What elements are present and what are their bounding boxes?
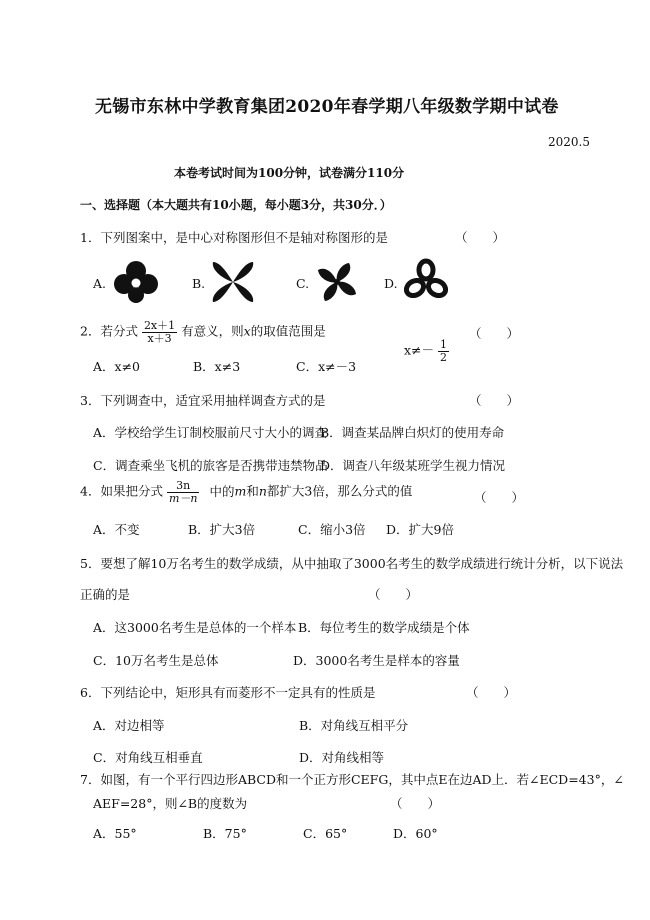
- option-d-prefix: x≠－: [404, 342, 435, 358]
- option-d: D．扩大9倍: [386, 522, 454, 537]
- option-b: B．对角线互相平分: [299, 718, 409, 733]
- question-4-suffix: 都扩大3倍，那么分式的值: [266, 483, 413, 499]
- fraction-denominator: m－n: [168, 491, 198, 505]
- option-label-d: D.: [384, 276, 398, 291]
- option-label-c: C.: [296, 276, 310, 291]
- variable-n: n: [258, 483, 267, 499]
- question-4-prefix: 4．如果把分式: [80, 483, 163, 499]
- option-c: C．缩小3倍: [298, 522, 366, 537]
- answer-paren: （ ）: [469, 326, 520, 341]
- question-1-stem: 1．下列图案中，是中心对称图形但不是轴对称图形的是: [80, 230, 388, 245]
- pinwheel-swirl-icon: [314, 259, 360, 305]
- exam-date: 2020.5: [548, 135, 590, 149]
- option-b: B．75°: [203, 826, 247, 841]
- option-b: B．x≠3: [193, 359, 241, 374]
- fraction-denominator: x＋3: [147, 331, 172, 345]
- four-petal-x-icon: [210, 259, 256, 305]
- answer-paren: （ ）: [368, 587, 419, 602]
- option-label-b: B.: [192, 276, 206, 291]
- option-d: [404, 339, 449, 363]
- option-d: D．调查八年级某班学生视力情况: [320, 458, 506, 473]
- answer-paren: （ ）: [474, 490, 525, 505]
- question-4-mid-b: 和: [246, 483, 259, 499]
- section-heading: 一、选择题（本大题共有10小题，每小题3分，共30分．）: [80, 198, 392, 212]
- option-a: A．这3000名考生是总体的一个样本: [93, 620, 297, 635]
- option-a: A．学校给学生订制校服前尺寸大小的调查: [93, 425, 328, 440]
- option-label-a: A.: [93, 276, 107, 291]
- option-b: B．调查某品牌白炽灯的使用寿命: [320, 425, 505, 440]
- fraction: [142, 320, 177, 344]
- question-7-stem-cont: AEF=28°，则∠B的度数为: [93, 796, 248, 811]
- option-a: A．对边相等: [93, 718, 165, 733]
- answer-paren: （ ）: [390, 796, 441, 811]
- option-d-fraction: [438, 339, 449, 363]
- option-d: D．60°: [393, 826, 438, 841]
- variable-m: m: [234, 483, 247, 499]
- question-2-suffix-b: 的取值范围是: [250, 323, 326, 339]
- answer-paren: （ ）: [455, 230, 506, 245]
- fraction: [167, 480, 200, 504]
- option-c: C．对角线互相垂直: [93, 750, 203, 765]
- fraction-numerator: 2x＋1: [143, 319, 176, 332]
- exam-info: 本卷考试时间为100分钟，试卷满分110分: [174, 166, 405, 180]
- option-c: C．65°: [303, 826, 348, 841]
- question-2-prefix: 2．若分式: [80, 323, 138, 339]
- question-4-stem: [80, 480, 412, 504]
- option-c: C．x≠－3: [296, 359, 357, 374]
- question-5-stem: 5．要想了解10万名考生的数学成绩，从中抽取了3000名考生的数学成绩进行统计分析，以下说法: [80, 556, 624, 571]
- option-c: C．10万名考生是总体: [93, 653, 219, 668]
- fraction-numerator: 3n: [167, 480, 200, 493]
- question-4-mid-a: 中的: [209, 483, 235, 499]
- option-a: A．x≠0: [93, 359, 141, 374]
- option-c: C．调查乘坐飞机的旅客是否携带违禁物品: [93, 458, 328, 473]
- option-d-numerator: 1: [440, 338, 448, 351]
- option-d: D．3000名考生是样本的容量: [293, 653, 460, 668]
- option-b: B．扩大3倍: [188, 522, 256, 537]
- question-7-stem: 7．如图，有一个平行四边形ABCD和一个正方形CEFG，其中点E在边AD上．若∠ECD=43°，∠: [80, 772, 624, 787]
- option-d-denominator: 2: [440, 350, 448, 364]
- question-2-suffix-a: 有意义，则: [181, 323, 244, 339]
- option-b: B．每位考生的数学成绩是个体: [298, 620, 470, 635]
- question-2-stem: [80, 320, 326, 344]
- page-title: 无锡市东林中学教育集团2020年春学期八年级数学期中试卷: [95, 97, 559, 117]
- question-6-stem: 6．下列结论中，矩形具有而菱形不一定具有的性质是: [80, 685, 376, 700]
- variable-x: x: [243, 323, 251, 339]
- option-a: A．55°: [93, 826, 137, 841]
- four-lobed-flower-icon: [113, 260, 159, 304]
- option-d: D．对角线相等: [299, 750, 385, 765]
- answer-paren: （ ）: [466, 685, 517, 700]
- three-leaf-clover-icon: [404, 258, 448, 304]
- question-5-stem-cont: 正确的是: [80, 587, 131, 602]
- question-3-stem: 3．下列调查中，适宜采用抽样调查方式的是: [80, 393, 326, 408]
- option-a: A．不变: [93, 522, 140, 537]
- answer-paren: （ ）: [469, 393, 520, 408]
